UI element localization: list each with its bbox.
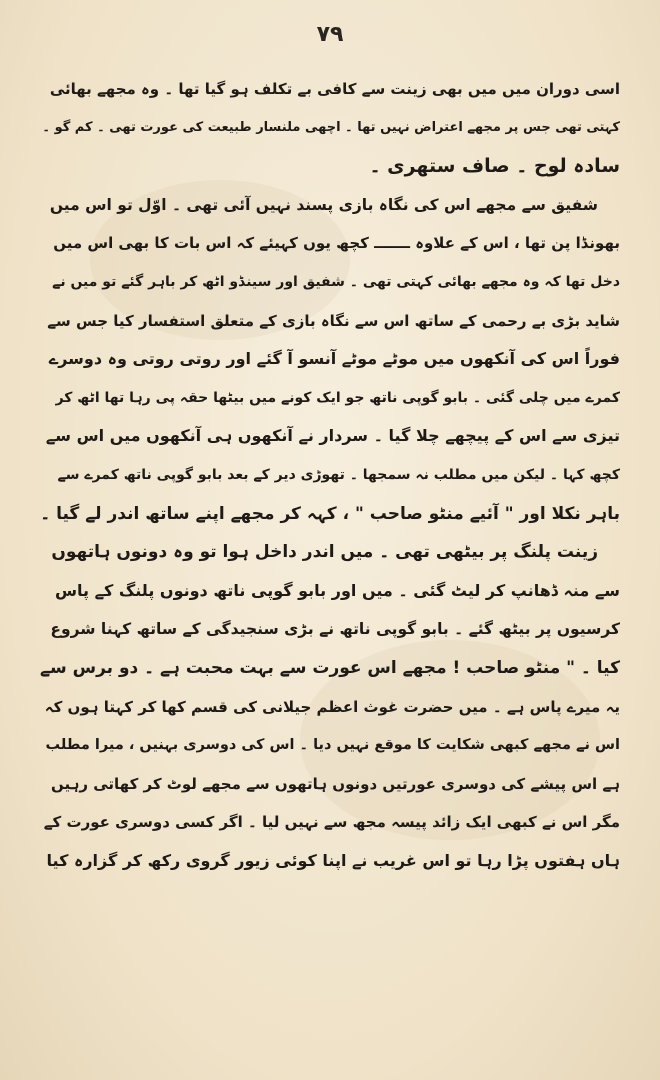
text-line: کہتی تھی جس پر مجھے اعتراض نہیں تھا ۔ اچھی ملنسار طبیعت کی عورت تھی ۔ کم گو ۔ <box>42 119 620 135</box>
text-line: باہر نکلا اور " آئیے منٹو صاحب " ، کہہ کر مجھے اپنے ساتھ اندر لے گیا ۔ <box>40 503 620 524</box>
text-line: مگر اس نے کبھی ایک زائد پیسہ مجھ سے نہیں لیا ۔ اگر کسی دوسری عورت کے <box>43 813 620 832</box>
text-line: سے منہ ڈھانپ کر لیٹ گئی ۔ میں اور بابو گوپی ناتھ دونوں پلنگ کے پاس <box>54 580 620 600</box>
text-line: تیزی سے اس کے پیچھے چلا گیا ۔ سردار نے آنکھوں ہی آنکھوں میں اس سے <box>45 426 620 446</box>
text-line: یہ میرے پاس ہے ۔ میں حضرت غوث اعظم جیلانی کی قسم کھا کر کہتا ہوں کہ <box>44 697 620 716</box>
text-line: دخل تھا کہ وہ مجھے بھائی کہتی تھی ۔ شفیق اور سینڈو اٹھ کر باہر گئے تو میں نے <box>52 273 620 290</box>
text-line: زینت پلنگ پر بیٹھی تھی ۔ میں اندر داخل ہوا تو وہ دونوں ہاتھوں <box>51 542 598 563</box>
text-line: شاید بڑی بے رحمی کے ساتھ اس سے نگاہ بازی کے متعلق استفسار کیا جس سے <box>47 311 620 330</box>
text-line: بھونڈا پن تھا ، اس کے علاوہ ـــــــ کچھ یوں کہیئے کہ اس بات کا بھی اس میں <box>53 234 620 253</box>
text-line: اسی دوران میں میں بھی زینت سے کافی بے تکلف ہو گیا تھا ۔ وہ مجھے بھائی <box>49 80 620 98</box>
text-line: شفیق سے مجھے اس کی نگاہ بازی پسند نہیں آئی تھی ۔ اوّل تو اس میں <box>49 195 598 214</box>
body-text <box>40 70 620 880</box>
text-line: کمرے میں چلی گئی ۔ بابو گوپی ناتھ جو ایک کونے میں بیٹھا حقہ پی رہا تھا اٹھ کر <box>55 389 620 406</box>
text-line: کچھ کہا ۔ لیکن میں مطلب نہ سمجھا ۔ تھوڑی دیر کے بعد بابو گوپی ناتھ کمرے سے <box>57 466 620 483</box>
text-line: ہے اس پیشے کی دوسری عورتیں دونوں ہاتھوں سے مجھے لوٹ کر کھاتی رہیں <box>50 774 620 793</box>
text-line: کیا ۔ " منٹو صاحب ! مجھے اس عورت سے بہت محبت ہے ۔ دو برس سے <box>40 657 620 678</box>
text-line: ہاں ہفتوں پڑا رہا تو اس غریب نے اپنا کوئی زیور گروی رکھ کر گزارہ کیا <box>46 850 620 870</box>
text-line: سادہ لوح ۔ صاف ستھری ۔ <box>369 155 620 178</box>
text-line: اس نے مجھے کبھی شکایت کا موقع نہیں دیا ۔ اس کی دوسری بہنیں ، میرا مطلب <box>45 737 620 754</box>
text-line: فوراً اس کی آنکھوں میں موٹے موٹے آنسو آ گئے اور روتی روتی وہ دوسرے <box>48 349 620 369</box>
text-line: کرسیوں پر بیٹھ گئے ۔ بابو گوپی ناتھ نے بڑی سنجیدگی کے ساتھ کہنا شروع <box>50 620 620 639</box>
page-number: ۷۹ <box>316 22 344 47</box>
